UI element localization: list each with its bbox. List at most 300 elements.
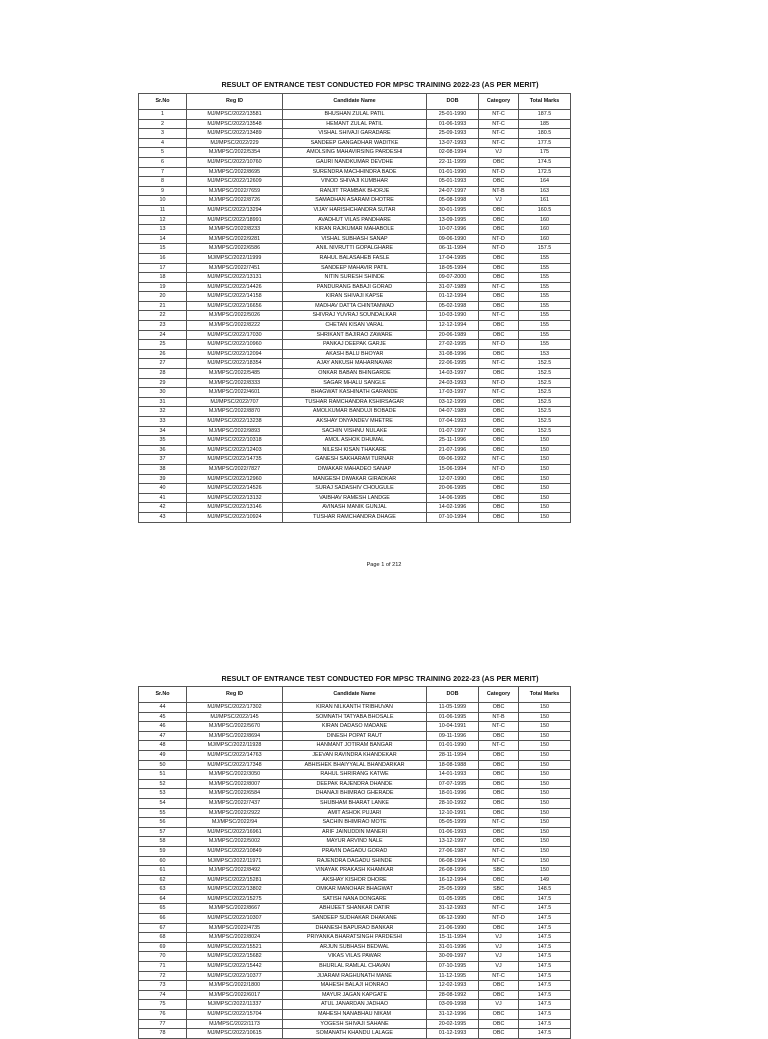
table-row [139, 971, 571, 981]
cell-reg-id: MJ/MPSC/2022/145 [187, 712, 283, 722]
cell-candidate-name: BHURLAL RAMLAL CHAVAN [283, 962, 427, 972]
cell-reg-id: MJ/MPSC/2022/6586 [187, 244, 283, 254]
cell-reg-id: MJ/MPSC/2022/6017 [187, 990, 283, 1000]
cell-category: OBC [479, 157, 519, 167]
cell-category: OBC [479, 779, 519, 789]
table-row [139, 330, 571, 340]
table-header-row [139, 687, 571, 703]
cell-dob: 28-11-1994 [427, 750, 479, 760]
cell-total-marks: 147.5 [519, 894, 571, 904]
cell-total-marks: 150 [519, 741, 571, 751]
cell-candidate-name: PANKAJ DEEPAK GARJE [283, 340, 427, 350]
column-header-reg-id: Reg ID [187, 94, 283, 110]
cell-total-marks: 155 [519, 311, 571, 321]
table-row [139, 445, 571, 455]
column-header-dob: DOB [427, 94, 479, 110]
cell-reg-id: MJ/MPSC/2022/8667 [187, 904, 283, 914]
cell-dob: 13-09-1995 [427, 215, 479, 225]
cell-reg-id: MJ/MPSC/2022/14735 [187, 455, 283, 465]
cell-reg-id: MJ/MPSC/2022/8233 [187, 225, 283, 235]
cell-total-marks: 155 [519, 330, 571, 340]
cell-sr-no: 74 [139, 990, 187, 1000]
table-row [139, 301, 571, 311]
cell-category: OBC [479, 474, 519, 484]
cell-reg-id: MJ/MPSC/2022/7659 [187, 186, 283, 196]
column-header-total-marks: Total Marks [519, 687, 571, 703]
cell-total-marks: 147.5 [519, 962, 571, 972]
cell-category: NT-C [479, 856, 519, 866]
cell-dob: 06-12-1990 [427, 914, 479, 924]
cell-candidate-name: SACHIN VISHNU NULAKE [283, 426, 427, 436]
cell-sr-no: 20 [139, 292, 187, 302]
cell-reg-id: MJ/MPSC/2022/5026 [187, 311, 283, 321]
cell-category: NT-C [479, 110, 519, 120]
cell-total-marks: 150 [519, 856, 571, 866]
cell-dob: 30-09-1997 [427, 952, 479, 962]
cell-category: OBC [479, 770, 519, 780]
cell-category: OBC [479, 177, 519, 187]
cell-reg-id: MJ/MPSC/2022/8492 [187, 866, 283, 876]
table-row [139, 321, 571, 331]
cell-candidate-name: YOGESH SHIVAJI SAHANE [283, 1019, 427, 1029]
cell-total-marks: 163 [519, 186, 571, 196]
cell-reg-id: MJ/MPSC/2022/14526 [187, 484, 283, 494]
cell-sr-no: 67 [139, 923, 187, 933]
column-header-category: Category [479, 687, 519, 703]
cell-candidate-name: MANGESH DIWAKAR GIRADKAR [283, 474, 427, 484]
cell-total-marks: 147.5 [519, 923, 571, 933]
cell-category: OBC [479, 923, 519, 933]
cell-reg-id: MJ/MPSC/2022/18991 [187, 215, 283, 225]
cell-total-marks: 147.5 [519, 933, 571, 943]
cell-candidate-name: MAHESH NANABHAU NIKAM [283, 1010, 427, 1020]
cell-dob: 01-06-1995 [427, 712, 479, 722]
cell-sr-no: 28 [139, 369, 187, 379]
cell-candidate-name: VISHAL SHIVAJI GARADARE [283, 129, 427, 139]
cell-dob: 12-10-1991 [427, 808, 479, 818]
cell-total-marks: 155 [519, 273, 571, 283]
cell-candidate-name: AKSHAY DNYANDEV MHETRE [283, 417, 427, 427]
cell-dob: 24-03-1993 [427, 378, 479, 388]
cell-reg-id: MJ/MPSC/2022/8007 [187, 779, 283, 789]
cell-sr-no: 35 [139, 436, 187, 446]
cell-category: VJ [479, 952, 519, 962]
cell-dob: 07-04-1993 [427, 417, 479, 427]
cell-category: NT-D [479, 167, 519, 177]
cell-sr-no: 78 [139, 1029, 187, 1039]
cell-category: NT-C [479, 282, 519, 292]
cell-total-marks: 150 [519, 484, 571, 494]
cell-sr-no: 2 [139, 119, 187, 129]
cell-sr-no: 75 [139, 1000, 187, 1010]
table-row [139, 827, 571, 837]
cell-dob: 22-11-1999 [427, 157, 479, 167]
cell-total-marks: 157.5 [519, 244, 571, 254]
cell-sr-no: 8 [139, 177, 187, 187]
cell-category: NT-C [479, 722, 519, 732]
cell-category: OBC [479, 493, 519, 503]
cell-dob: 21-06-1990 [427, 923, 479, 933]
cell-dob: 01-12-1994 [427, 292, 479, 302]
cell-total-marks: 153 [519, 349, 571, 359]
cell-category: OBC [479, 703, 519, 713]
cell-candidate-name: SANDEEP MAHAVIR PATIL [283, 263, 427, 273]
table-row [139, 837, 571, 847]
table-row [139, 885, 571, 895]
cell-reg-id: MJ/MPSC/2022/11971 [187, 856, 283, 866]
cell-dob: 01-07-1997 [427, 426, 479, 436]
cell-category: NT-C [479, 818, 519, 828]
cell-candidate-name: ABHISHEK BHAIYYALAL BHANDARKAR [283, 760, 427, 770]
cell-dob: 25-09-1993 [427, 129, 479, 139]
cell-dob: 28-10-1992 [427, 798, 479, 808]
cell-candidate-name: VINOD SHIVAJI KUMBHAR [283, 177, 427, 187]
cell-dob: 28-08-1992 [427, 990, 479, 1000]
table-row [139, 914, 571, 924]
cell-candidate-name: KIRAN DADASO MADANE [283, 722, 427, 732]
cell-candidate-name: DIWAKAR MAHADEO SANAP [283, 464, 427, 474]
cell-candidate-name: VIKAS VILAS PAWAR [283, 952, 427, 962]
cell-category: OBC [479, 253, 519, 263]
cell-category: OBC [479, 894, 519, 904]
cell-candidate-name: OMKAR MANOHAR BHAGWAT [283, 885, 427, 895]
cell-total-marks: 155 [519, 253, 571, 263]
cell-total-marks: 174.5 [519, 157, 571, 167]
table-row [139, 349, 571, 359]
cell-total-marks: 147.5 [519, 981, 571, 991]
cell-candidate-name: JEEVAN RAVINDRA KHANDEKAR [283, 750, 427, 760]
cell-category: OBC [479, 750, 519, 760]
cell-category: OBC [479, 789, 519, 799]
table-row [139, 148, 571, 158]
column-header-total-marks: Total Marks [519, 94, 571, 110]
cell-total-marks: 147.5 [519, 904, 571, 914]
table-row [139, 215, 571, 225]
cell-dob: 14-02-1996 [427, 503, 479, 513]
cell-sr-no: 61 [139, 866, 187, 876]
cell-category: OBC [479, 1010, 519, 1020]
cell-sr-no: 4 [139, 138, 187, 148]
cell-total-marks: 150 [519, 818, 571, 828]
table-row [139, 894, 571, 904]
cell-candidate-name: PANDURANG BABAJI GORAD [283, 282, 427, 292]
cell-candidate-name: DEEPAK RAJENDRA DHANDE [283, 779, 427, 789]
table-row [139, 282, 571, 292]
cell-dob: 15-06-1994 [427, 464, 479, 474]
cell-category: OBC [479, 484, 519, 494]
table-row [139, 397, 571, 407]
document-page-2 [0, 640, 768, 1037]
cell-total-marks: 150 [519, 866, 571, 876]
cell-reg-id: MJ/MPSC/2022/13548 [187, 119, 283, 129]
cell-dob: 15-11-1994 [427, 933, 479, 943]
cell-total-marks: 150 [519, 703, 571, 713]
cell-total-marks: 152.5 [519, 369, 571, 379]
cell-sr-no: 44 [139, 703, 187, 713]
cell-candidate-name: VINAYAK PRAKASH KHAMKAR [283, 866, 427, 876]
cell-candidate-name: AMOLKUMAR BANDUJI BOBADE [283, 407, 427, 417]
cell-dob: 07-10-1994 [427, 512, 479, 522]
cell-dob: 04-07-1989 [427, 407, 479, 417]
cell-total-marks: 150 [519, 722, 571, 732]
cell-candidate-name: KIRAN NILKANTH TRIBHUVAN [283, 703, 427, 713]
cell-total-marks: 150 [519, 789, 571, 799]
cell-candidate-name: SHIVRAJ YUVRAJ SOUNDALKAR [283, 311, 427, 321]
cell-sr-no: 42 [139, 503, 187, 513]
cell-candidate-name: HANMANT JOTIRAM BANGAR [283, 741, 427, 751]
table-row [139, 167, 571, 177]
cell-sr-no: 56 [139, 818, 187, 828]
table-row [139, 818, 571, 828]
table-row [139, 770, 571, 780]
cell-dob: 31-01-1996 [427, 942, 479, 952]
cell-reg-id: MJ/MPSC/2022/10924 [187, 512, 283, 522]
cell-reg-id: MJ/MPSC/2022/17030 [187, 330, 283, 340]
cell-sr-no: 33 [139, 417, 187, 427]
cell-sr-no: 25 [139, 340, 187, 350]
cell-sr-no: 46 [139, 722, 187, 732]
cell-dob: 06-11-1994 [427, 244, 479, 254]
table-row [139, 129, 571, 139]
cell-category: OBC [479, 397, 519, 407]
cell-dob: 17-03-1997 [427, 388, 479, 398]
cell-total-marks: 150 [519, 712, 571, 722]
cell-reg-id: MJ/MPSC/2022/15521 [187, 942, 283, 952]
cell-category: OBC [479, 798, 519, 808]
cell-reg-id: MJ/MPSC/2022/7451 [187, 263, 283, 273]
cell-sr-no: 55 [139, 808, 187, 818]
cell-candidate-name: SHUBHAM BHARAT LANKE [283, 798, 427, 808]
cell-category: OBC [479, 981, 519, 991]
cell-sr-no: 72 [139, 971, 187, 981]
cell-reg-id: MJ/MPSC/2022/5485 [187, 369, 283, 379]
cell-sr-no: 48 [139, 741, 187, 751]
table-row [139, 273, 571, 283]
table-row [139, 933, 571, 943]
cell-dob: 20-06-1995 [427, 484, 479, 494]
table-row [139, 205, 571, 215]
cell-total-marks: 172.5 [519, 167, 571, 177]
table-row [139, 798, 571, 808]
cell-candidate-name: DINESH POPAT RAUT [283, 731, 427, 741]
cell-category: NT-C [479, 846, 519, 856]
cell-total-marks: 150 [519, 760, 571, 770]
cell-total-marks: 150 [519, 837, 571, 847]
cell-category: OBC [479, 827, 519, 837]
cell-candidate-name: VISHAL SUBHASH SANAP [283, 234, 427, 244]
cell-dob: 27-06-1987 [427, 846, 479, 856]
cell-sr-no: 57 [139, 827, 187, 837]
cell-sr-no: 73 [139, 981, 187, 991]
table-row [139, 225, 571, 235]
cell-category: OBC [479, 445, 519, 455]
cell-total-marks: 160.5 [519, 205, 571, 215]
cell-category: NT-D [479, 914, 519, 924]
cell-dob: 26-08-1996 [427, 866, 479, 876]
cell-sr-no: 22 [139, 311, 187, 321]
cell-candidate-name: SANDEEP GANGADHAR WADITKE [283, 138, 427, 148]
cell-dob: 09-06-1990 [427, 234, 479, 244]
page-gap [0, 628, 768, 640]
table-row [139, 779, 571, 789]
cell-total-marks: 147.5 [519, 971, 571, 981]
cell-candidate-name: AMOL ASHOK DHUMAL [283, 436, 427, 446]
cell-reg-id: MJ/MPSC/2022/229 [187, 138, 283, 148]
cell-category: VJ [479, 1000, 519, 1010]
cell-category: OBC [479, 321, 519, 331]
cell-total-marks: 155 [519, 321, 571, 331]
cell-dob: 11-05-1999 [427, 703, 479, 713]
cell-sr-no: 24 [139, 330, 187, 340]
cell-candidate-name: ARJUN SUBHASH BEDWAL [283, 942, 427, 952]
cell-sr-no: 58 [139, 837, 187, 847]
cell-category: NT-C [479, 455, 519, 465]
cell-dob: 05-01-1993 [427, 177, 479, 187]
cell-candidate-name: AKSHAY KISHOR DHORE [283, 875, 427, 885]
cell-candidate-name: HEMANT ZULAL PATIL [283, 119, 427, 129]
table-row [139, 760, 571, 770]
cell-category: NT-B [479, 712, 519, 722]
cell-sr-no: 64 [139, 894, 187, 904]
cell-category: NT-C [479, 138, 519, 148]
cell-candidate-name: SAMADHAN ASARAM DHOTRE [283, 196, 427, 206]
cell-sr-no: 76 [139, 1010, 187, 1020]
cell-reg-id: MJ/MPSC/2022/10377 [187, 971, 283, 981]
table-row [139, 177, 571, 187]
cell-dob: 17-04-1995 [427, 253, 479, 263]
cell-category: NT-C [479, 129, 519, 139]
page-number: Page 1 of 212 [366, 562, 402, 568]
table-row [139, 388, 571, 398]
cell-dob: 12-02-1993 [427, 981, 479, 991]
cell-category: OBC [479, 273, 519, 283]
cell-total-marks: 150 [519, 770, 571, 780]
cell-candidate-name: VIJAY HARISHCHANDRA SUTAR [283, 205, 427, 215]
cell-reg-id: MJ/MPSC/2022/13802 [187, 885, 283, 895]
cell-reg-id: MJ/MPSC/2022/4601 [187, 388, 283, 398]
cell-candidate-name: KIRAN SHIVAJI KAPSE [283, 292, 427, 302]
cell-candidate-name: RANJIT TRAMBAK BHORJE [283, 186, 427, 196]
cell-reg-id: MJ/MPSC/2022/8024 [187, 933, 283, 943]
cell-dob: 06-08-1994 [427, 856, 479, 866]
cell-category: OBC [479, 301, 519, 311]
cell-sr-no: 39 [139, 474, 187, 484]
table-row [139, 340, 571, 350]
cell-dob: 01-06-1993 [427, 827, 479, 837]
cell-total-marks: 150 [519, 436, 571, 446]
cell-dob: 09-11-1996 [427, 731, 479, 741]
cell-total-marks: 155 [519, 263, 571, 273]
cell-sr-no: 34 [139, 426, 187, 436]
cell-total-marks: 180.5 [519, 129, 571, 139]
table-row [139, 253, 571, 263]
cell-total-marks: 152.5 [519, 417, 571, 427]
cell-total-marks: 148.5 [519, 885, 571, 895]
cell-candidate-name: AVINASH MANIK GUNJAL [283, 503, 427, 513]
cell-sr-no: 71 [139, 962, 187, 972]
cell-dob: 18-01-1996 [427, 789, 479, 799]
cell-dob: 16-12-1994 [427, 875, 479, 885]
cell-category: OBC [479, 205, 519, 215]
cell-dob: 18-05-1994 [427, 263, 479, 273]
cell-candidate-name: GAURI NANDKUMAR DEVDHE [283, 157, 427, 167]
cell-reg-id: MJ/MPSC/2022/13294 [187, 205, 283, 215]
cell-reg-id: MJ/MPSC/2022/18354 [187, 359, 283, 369]
cell-reg-id: MJ/MPSC/2022/11999 [187, 253, 283, 263]
table-row [139, 731, 571, 741]
cell-category: OBC [479, 503, 519, 513]
cell-category: OBC [479, 369, 519, 379]
cell-dob: 13-12-1997 [427, 837, 479, 847]
cell-reg-id: MJ/MPSC/2022/9281 [187, 234, 283, 244]
cell-candidate-name: SAGAR MHALU SANGLE [283, 378, 427, 388]
cell-candidate-name: RAJENDRA DAGADU SHINDE [283, 856, 427, 866]
cell-category: OBC [479, 990, 519, 1000]
results-table [138, 93, 571, 523]
table-row [139, 846, 571, 856]
table-row [139, 741, 571, 751]
cell-candidate-name: KIRAN RAJKUMAR MAHABOLE [283, 225, 427, 235]
cell-total-marks: 164 [519, 177, 571, 187]
cell-total-marks: 147.5 [519, 942, 571, 952]
cell-category: SBC [479, 866, 519, 876]
cell-sr-no: 29 [139, 378, 187, 388]
cell-total-marks: 147.5 [519, 952, 571, 962]
cell-total-marks: 160 [519, 215, 571, 225]
cell-candidate-name: CHETAN KISAN VARAL [283, 321, 427, 331]
table-row [139, 503, 571, 513]
cell-sr-no: 54 [139, 798, 187, 808]
table-row [139, 186, 571, 196]
cell-candidate-name: NILESH KISAN THAKARE [283, 445, 427, 455]
table-row [139, 952, 571, 962]
table-row [139, 962, 571, 972]
cell-dob: 09-07-2000 [427, 273, 479, 283]
cell-candidate-name: AVADHUT VILAS PANDHARE [283, 215, 427, 225]
cell-candidate-name: JIJARAM RAGHUNATH MANE [283, 971, 427, 981]
cell-category: OBC [479, 349, 519, 359]
cell-candidate-name: TUSHAR RAMCHANDRA DHAGE [283, 512, 427, 522]
table-row [139, 426, 571, 436]
cell-reg-id: MJ/MPSC/2022/15281 [187, 875, 283, 885]
cell-reg-id: MJ/MPSC/2022/8222 [187, 321, 283, 331]
cell-category: NT-C [479, 741, 519, 751]
cell-candidate-name: AKASH BALU BHOYAR [283, 349, 427, 359]
table-row [139, 119, 571, 129]
cell-reg-id: MJ/MPSC/2022/12609 [187, 177, 283, 187]
cell-category: NT-C [479, 904, 519, 914]
cell-reg-id: MJ/MPSC/2022/10318 [187, 436, 283, 446]
column-header-candidate-name: Candidate Name [283, 687, 427, 703]
table-row [139, 703, 571, 713]
cell-total-marks: 155 [519, 292, 571, 302]
cell-candidate-name: RAHUL BALASAHEB FASLE [283, 253, 427, 263]
cell-dob: 03-09-1998 [427, 1000, 479, 1010]
cell-reg-id: MJ/MPSC/2022/2922 [187, 808, 283, 818]
cell-total-marks: 152.5 [519, 388, 571, 398]
cell-total-marks: 150 [519, 798, 571, 808]
cell-reg-id: MJ/MPSC/2022/6584 [187, 789, 283, 799]
cell-reg-id: MJ/MPSC/2022/17302 [187, 703, 283, 713]
cell-sr-no: 40 [139, 484, 187, 494]
cell-candidate-name: ABHIJEET SHANKAR DATIR [283, 904, 427, 914]
cell-sr-no: 49 [139, 750, 187, 760]
table-row [139, 417, 571, 427]
cell-dob: 18-08-1988 [427, 760, 479, 770]
cell-candidate-name: AMOLSING MAHAVIRSING PARDESHI [283, 148, 427, 158]
cell-total-marks: 149 [519, 875, 571, 885]
cell-candidate-name: ATUL JANARDAN JADHAO [283, 1000, 427, 1010]
